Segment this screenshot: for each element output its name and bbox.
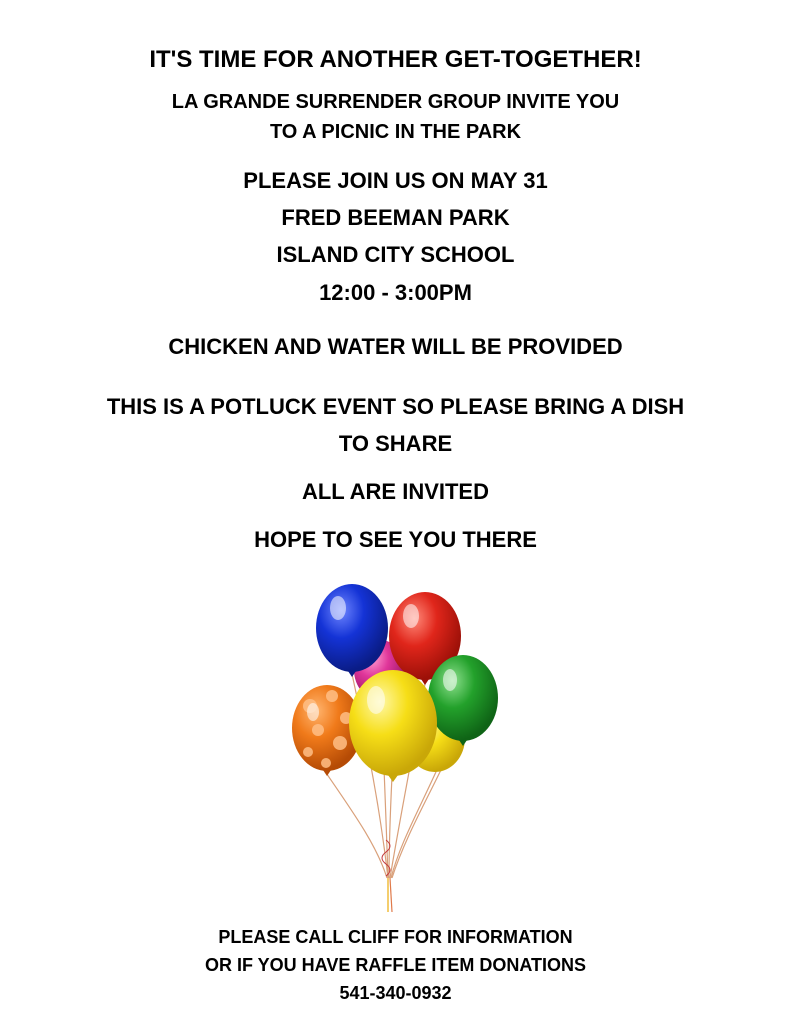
venue-line-2: ISLAND CITY SCHOOL [276, 242, 515, 267]
invited-line: ALL ARE INVITED [301, 479, 489, 504]
footer-line-2: OR IF YOU HAVE RAFFLE ITEM DONATIONS [204, 955, 586, 975]
potluck-line-2: TO SHARE [338, 431, 453, 456]
potluck-line-1: THIS IS A POTLUCK EVENT SO PLEASE BRING A DISH [106, 394, 685, 419]
provided-line: CHICKEN AND WATER WILL BE PROVIDED [168, 334, 623, 359]
time-line: 12:00 - 3:00PM [319, 280, 472, 305]
date-line: PLEASE JOIN US ON MAY 31 [243, 168, 548, 193]
venue-line-1: FRED BEEMAN PARK [281, 205, 510, 230]
invite-line-1: LA GRANDE SURRENDER GROUP INVITE YOU [171, 91, 620, 113]
balloon-bunch-icon [280, 578, 510, 912]
yellow-balloon [349, 670, 437, 776]
invite-line-2: TO A PICNIC IN THE PARK [269, 121, 522, 143]
green-balloon [428, 655, 498, 741]
footer-line-1: PLEASE CALL CLIFF FOR INFORMATION [218, 927, 573, 947]
headline: IT'S TIME FOR ANOTHER GET-TOGETHER! [149, 46, 642, 73]
phone-number: 541-340-0932 [339, 983, 452, 1003]
blue-balloon [316, 584, 388, 672]
hope-line: HOPE TO SEE YOU THERE [254, 527, 537, 552]
